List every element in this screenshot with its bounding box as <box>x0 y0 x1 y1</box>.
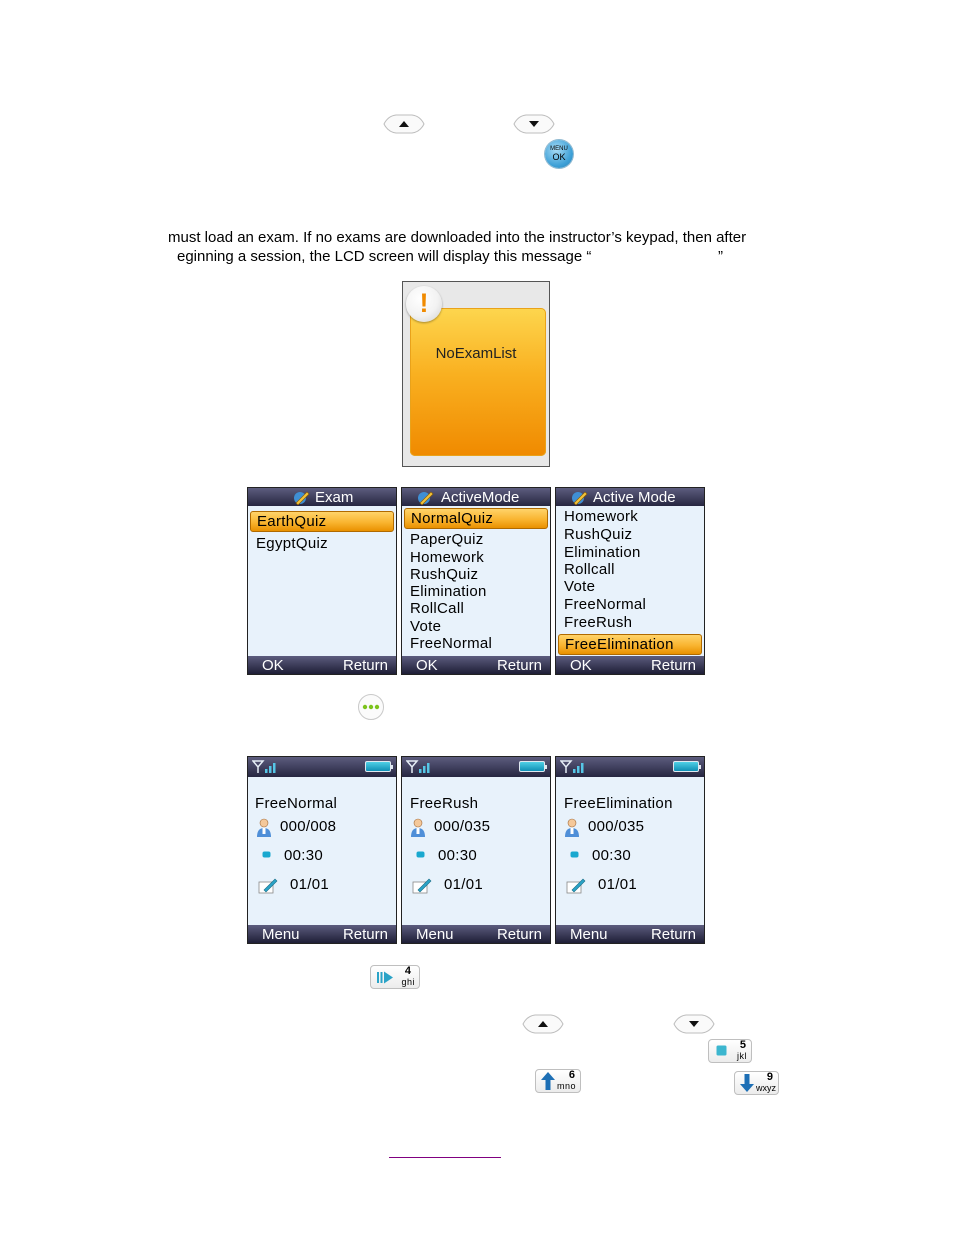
soft-key-bar <box>402 656 550 674</box>
return-softkey[interactable]: Return <box>496 657 542 674</box>
active-mode-scrolled-screen <box>555 487 705 675</box>
participant-count: 000/035 <box>588 818 645 835</box>
timer-dot-icon <box>570 851 580 859</box>
key-number: 4 <box>404 965 411 977</box>
key-number: 6 <box>568 1069 575 1081</box>
menu-item[interactable]: Rollcall <box>564 561 615 578</box>
person-icon <box>410 818 426 838</box>
signal-icon <box>560 760 588 774</box>
selected-item-highlight[interactable] <box>250 511 394 532</box>
menu-item[interactable]: FreeRush <box>564 614 633 631</box>
question-page: 01/01 <box>598 876 638 893</box>
soft-key-bar <box>556 656 704 674</box>
timer-value: 00:30 <box>438 847 478 864</box>
battery-icon <box>365 761 391 772</box>
exam-menu-screen <box>247 487 397 675</box>
key-4-play-icon <box>370 965 420 989</box>
participant-count: 000/035 <box>434 818 491 835</box>
menu-label: MENU <box>550 146 568 152</box>
participant-count: 000/008 <box>280 818 337 835</box>
menu-softkey[interactable]: Menu <box>570 926 608 943</box>
screen-title: ActiveMode <box>441 489 520 506</box>
key-letters: jkl <box>737 1051 747 1061</box>
exclamation-icon: ! <box>406 286 442 322</box>
timer-dot-icon <box>262 851 272 859</box>
selected-item-highlight[interactable] <box>404 508 548 529</box>
menu-item[interactable]: RushQuiz <box>564 526 633 543</box>
down-arrow-key-icon <box>672 1014 716 1034</box>
question-page: 01/01 <box>444 876 484 893</box>
key-6-up-arrow-icon <box>535 1069 581 1093</box>
warning-card <box>410 308 546 456</box>
key-number: 9 <box>766 1071 773 1083</box>
timer-value: 00:30 <box>284 847 324 864</box>
selected-item-highlight[interactable] <box>558 634 702 655</box>
warning-message: NoExamList <box>435 345 517 362</box>
menu-item: FreeElimination <box>565 636 674 653</box>
return-softkey[interactable]: Return <box>342 926 388 943</box>
down-arrow-key-icon <box>512 114 556 134</box>
menu-softkey[interactable]: Menu <box>262 926 300 943</box>
paragraph-close-quote: ” <box>718 248 723 265</box>
free-normal-status-screen <box>247 756 397 944</box>
return-softkey[interactable]: Return <box>650 657 696 674</box>
screen-title: Active Mode <box>593 489 676 506</box>
soft-key-bar <box>556 925 704 943</box>
mode-label: FreeNormal <box>255 795 338 812</box>
mode-label: FreeElimination <box>564 795 673 812</box>
menu-item[interactable]: Elimination <box>410 583 487 600</box>
pencil-paper-icon <box>258 878 278 894</box>
menu-item[interactable]: RushQuiz <box>410 566 479 583</box>
status-bar <box>248 757 396 777</box>
person-icon <box>256 818 272 838</box>
pencil-paper-icon <box>412 878 432 894</box>
no-exam-list-screen <box>402 281 550 467</box>
question-page: 01/01 <box>290 876 330 893</box>
menu-item[interactable]: Homework <box>410 549 485 566</box>
menu-item[interactable]: FreeNormal <box>564 596 647 613</box>
up-arrow-key-icon <box>382 114 426 134</box>
key-letters: mno <box>556 1081 576 1091</box>
menu-item: EarthQuiz <box>257 513 327 530</box>
status-bar <box>402 757 550 777</box>
signal-icon <box>252 760 280 774</box>
active-mode-menu-screen <box>401 487 551 675</box>
menu-item[interactable]: Elimination <box>564 544 641 561</box>
key-number: 5 <box>739 1039 746 1051</box>
ok-softkey[interactable]: OK <box>570 657 592 674</box>
hyperlink-underline[interactable] <box>389 1157 501 1158</box>
soft-key-bar <box>248 656 396 674</box>
battery-icon <box>519 761 545 772</box>
ok-softkey[interactable]: OK <box>416 657 438 674</box>
timer-value: 00:30 <box>592 847 632 864</box>
mode-label: FreeRush <box>410 795 479 812</box>
menu-item[interactable]: FreeNormal <box>410 635 493 652</box>
return-softkey[interactable]: Return <box>496 926 542 943</box>
pencil-globe-icon <box>416 489 434 505</box>
key-9-down-arrow-icon <box>734 1071 779 1095</box>
paragraph-line-1: must load an exam. If no exams are downloaded into the instructor’s keypad, then after <box>168 229 747 246</box>
key-letters: wxyz <box>756 1083 776 1093</box>
menu-softkey[interactable]: Menu <box>416 926 454 943</box>
menu-item[interactable]: EgyptQuiz <box>256 535 328 552</box>
pencil-paper-icon <box>566 878 586 894</box>
key-5-stop-icon <box>708 1039 752 1063</box>
signal-icon <box>406 760 434 774</box>
key-letters: ghi <box>401 977 415 987</box>
title-bar <box>248 488 396 506</box>
menu-item[interactable]: Vote <box>410 618 442 635</box>
return-softkey[interactable]: Return <box>342 657 388 674</box>
up-arrow-key-icon <box>521 1014 565 1034</box>
battery-icon <box>673 761 699 772</box>
title-bar <box>402 488 550 506</box>
menu-item[interactable]: PaperQuiz <box>410 531 484 548</box>
menu-item[interactable]: Homework <box>564 508 639 525</box>
free-elimination-status-screen <box>555 756 705 944</box>
pencil-globe-icon <box>570 489 588 505</box>
paragraph-line-2: eginning a session, the LCD screen will display this message “ <box>177 248 592 265</box>
person-icon <box>564 818 580 838</box>
more-dots-key-icon <box>358 694 384 720</box>
ok-label: OK <box>552 152 566 162</box>
return-softkey[interactable]: Return <box>650 926 696 943</box>
screen-title: Exam <box>315 489 354 506</box>
menu-item[interactable]: RollCall <box>410 600 465 617</box>
title-bar <box>556 488 704 506</box>
free-rush-status-screen <box>401 756 551 944</box>
menu-ok-key-icon <box>545 140 573 168</box>
pencil-globe-icon <box>292 489 310 505</box>
status-bar <box>556 757 704 777</box>
menu-item[interactable]: Vote <box>564 578 596 595</box>
soft-key-bar <box>248 925 396 943</box>
menu-item: NormalQuiz <box>411 510 494 527</box>
timer-dot-icon <box>416 851 426 859</box>
ok-softkey[interactable]: OK <box>262 657 284 674</box>
soft-key-bar <box>402 925 550 943</box>
